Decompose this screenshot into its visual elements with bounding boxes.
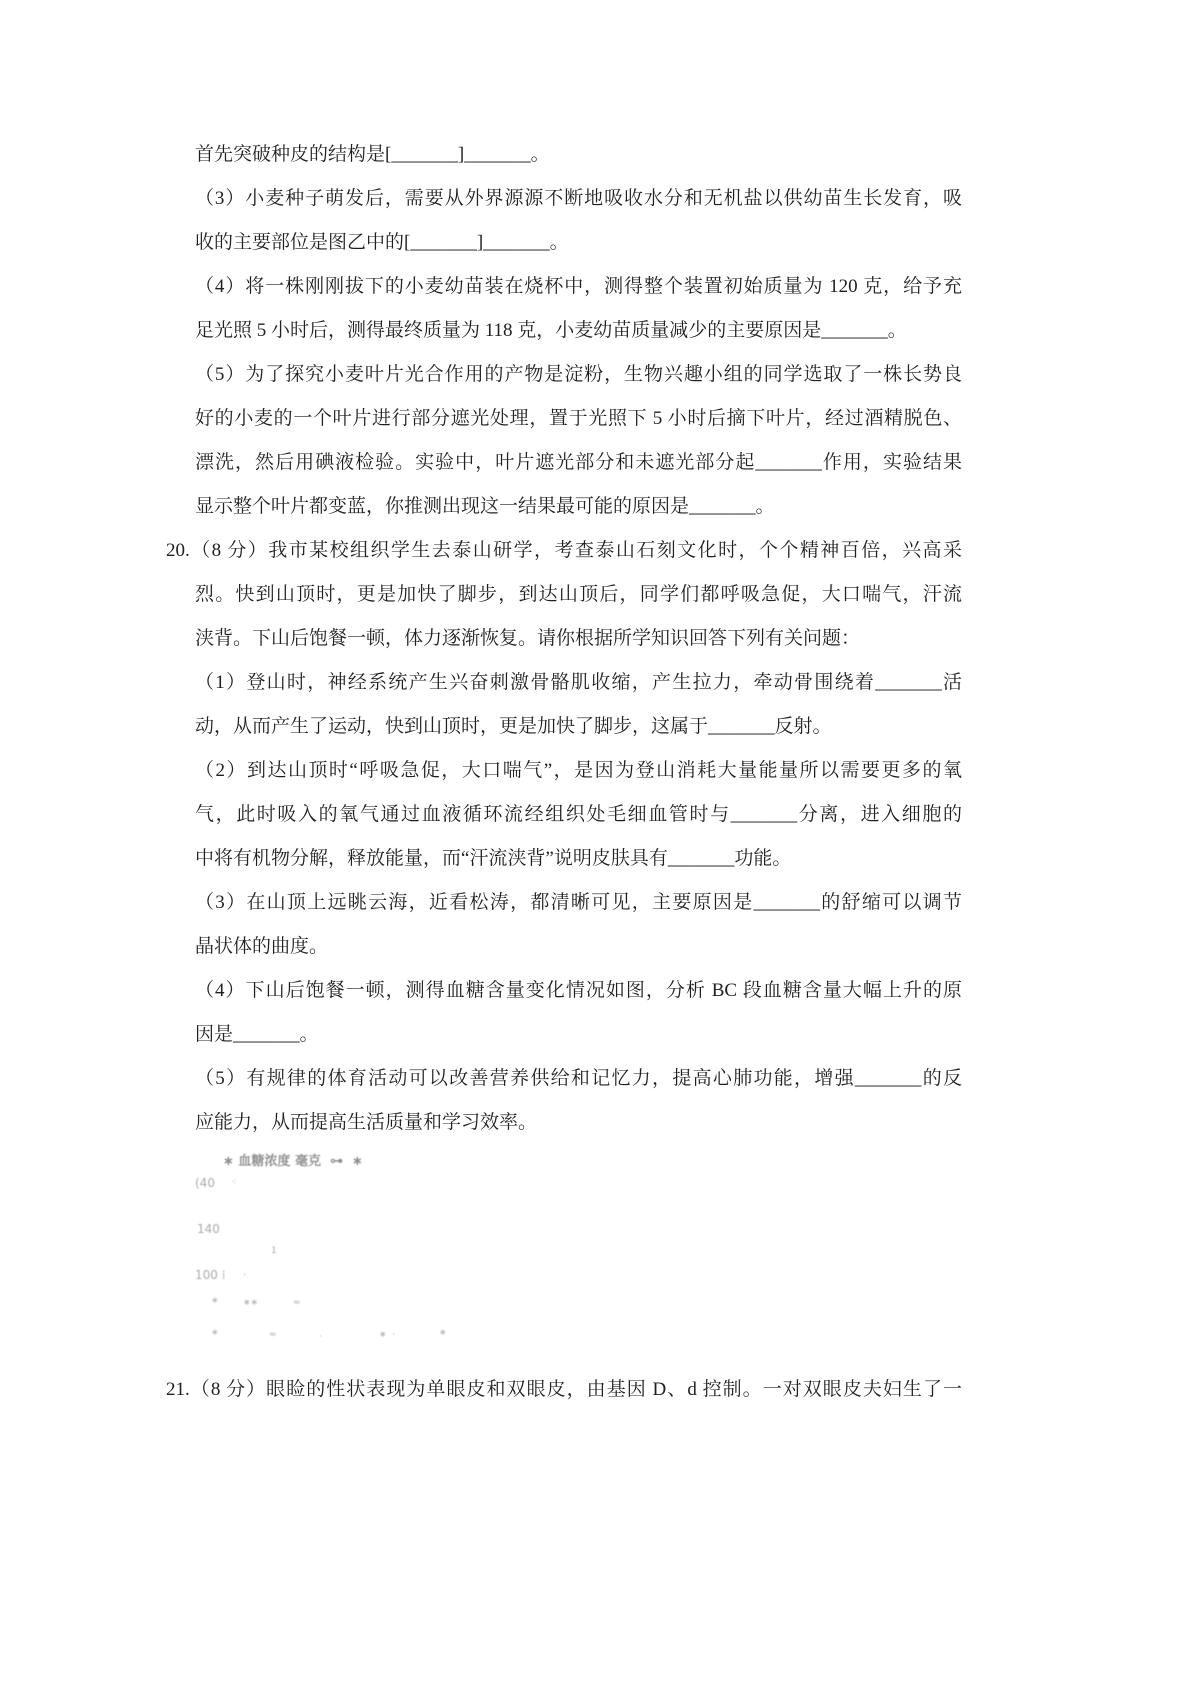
chart-mark: 1 [271,1246,277,1256]
text-line: （5）有规律的体育活动可以改善营养供给和记忆力，提高心肺功能，增强_______的反 [195,1068,962,1089]
text-line: 浃背。下山后饱餐一顿，体力逐渐恢复。请你根据所学知识回答下列有关问题： [195,628,861,649]
chart-mark: ∗ [211,1296,219,1306]
text-line: 显示整个叶片都变蓝，你推测出现这一结果最可能的原因是_______。 [195,496,775,517]
text-line: 20.（8 分）我市某校组织学生去泰山研学，考查泰山石刻文化时，个个精神百倍，兴高采 [166,540,962,561]
blood-glucose-chart [195,1150,480,1355]
chart-ytick-fragment: (40 [195,1176,215,1190]
text-line: 气，此时吸入的氧气通过血液循环流经组织处毛细血管时与_______分离，进入细胞的 [195,804,962,825]
text-line: 因是_______。 [195,1024,319,1045]
chart-mark: · [319,1332,322,1342]
chart-mark: ∗ [211,1328,219,1338]
document-body-lower [166,1368,962,1412]
text-line: （3）小麦种子萌发后，需要从外界源源不断地吸收水分和无机盐以供幼苗生长发育，吸 [195,188,962,209]
document-body-upper [166,133,962,1145]
chart-mark: ≈ [269,1330,277,1340]
text-line: 晶状体的曲度。 [195,936,329,957]
chart-mark: ⁖ [231,1178,237,1188]
chart-mark: ∗ [439,1328,447,1338]
chart-ytick-fragment: 100 ⁞ [195,1268,226,1282]
text-line: 21.（8 分）眼睑的性状表现为单眼皮和双眼皮，由基因 D、d 控制。一对双眼皮夫妇生了一 [166,1379,962,1400]
text-line: 应能力，从而提高生活质量和学习效率。 [195,1112,538,1133]
chart-mark: ≈ [293,1298,301,1308]
text-line: 中将有机物分解，释放能量，而“汗流浃背”说明皮肤具有_______功能。 [195,848,792,869]
text-line: （4）将一株刚刚拔下的小麦幼苗装在烧杯中，测得整个装置初始质量为 120 克，给予充 [195,276,962,297]
chart-title-fragment: ∗ 血糖浓度 毫克 ⊶ ∗ [223,1154,363,1169]
text-line: 烈。快到山顶时，更是加快了脚步，到达山顶后，同学们都呼吸急促，大口喘气，汗流 [195,584,962,605]
chart-mark: ∗∗ [243,1298,259,1308]
text-line: 漂洗，然后用碘液检验。实验中，叶片遮光部分和未遮光部分起_______作用，实验结果 [195,452,962,473]
text-line: （1）登山时，神经系统产生兴奋刺激骨骼肌收缩，产生拉力，牵动骨围绕着_______活 [195,672,962,693]
chart-mark: ∗ · [379,1330,396,1340]
text-line: （5）为了探究小麦叶片光合作用的产物是淀粉，生物兴趣小组的同学选取了一株长势良 [195,364,962,385]
text-line: （2）到达山顶时“呼吸急促，大口喘气”，是因为登山消耗大量能量所以需要更多的氧 [195,760,962,781]
text-line: 首先突破种皮的结构是[_______]_______。 [195,144,550,165]
chart-ytick-fragment: 140 [197,1222,220,1236]
text-line: 足光照 5 小时后，测得最终质量为 118 克，小麦幼苗质量减少的主要原因是_______。 [195,320,907,341]
text-line: 收的主要部位是图乙中的[_______]_______。 [195,232,569,253]
text-line: （3）在山顶上远眺云海，近看松涛，都清晰可见，主要原因是_______的舒缩可以调节 [195,892,962,913]
text-line: 好的小麦的一个叶片进行部分遮光处理，置于光照下 5 小时后摘下叶片，经过酒精脱色、 [195,408,962,429]
text-line: （4）下山后饱餐一顿，测得血糖含量变化情况如图，分析 BC 段血糖含量大幅上升的原 [195,980,962,1001]
text-line: 动，从而产生了运动，快到山顶时，更是加快了脚步，这属于_______反射。 [195,716,832,737]
chart-mark: · [243,1270,247,1281]
